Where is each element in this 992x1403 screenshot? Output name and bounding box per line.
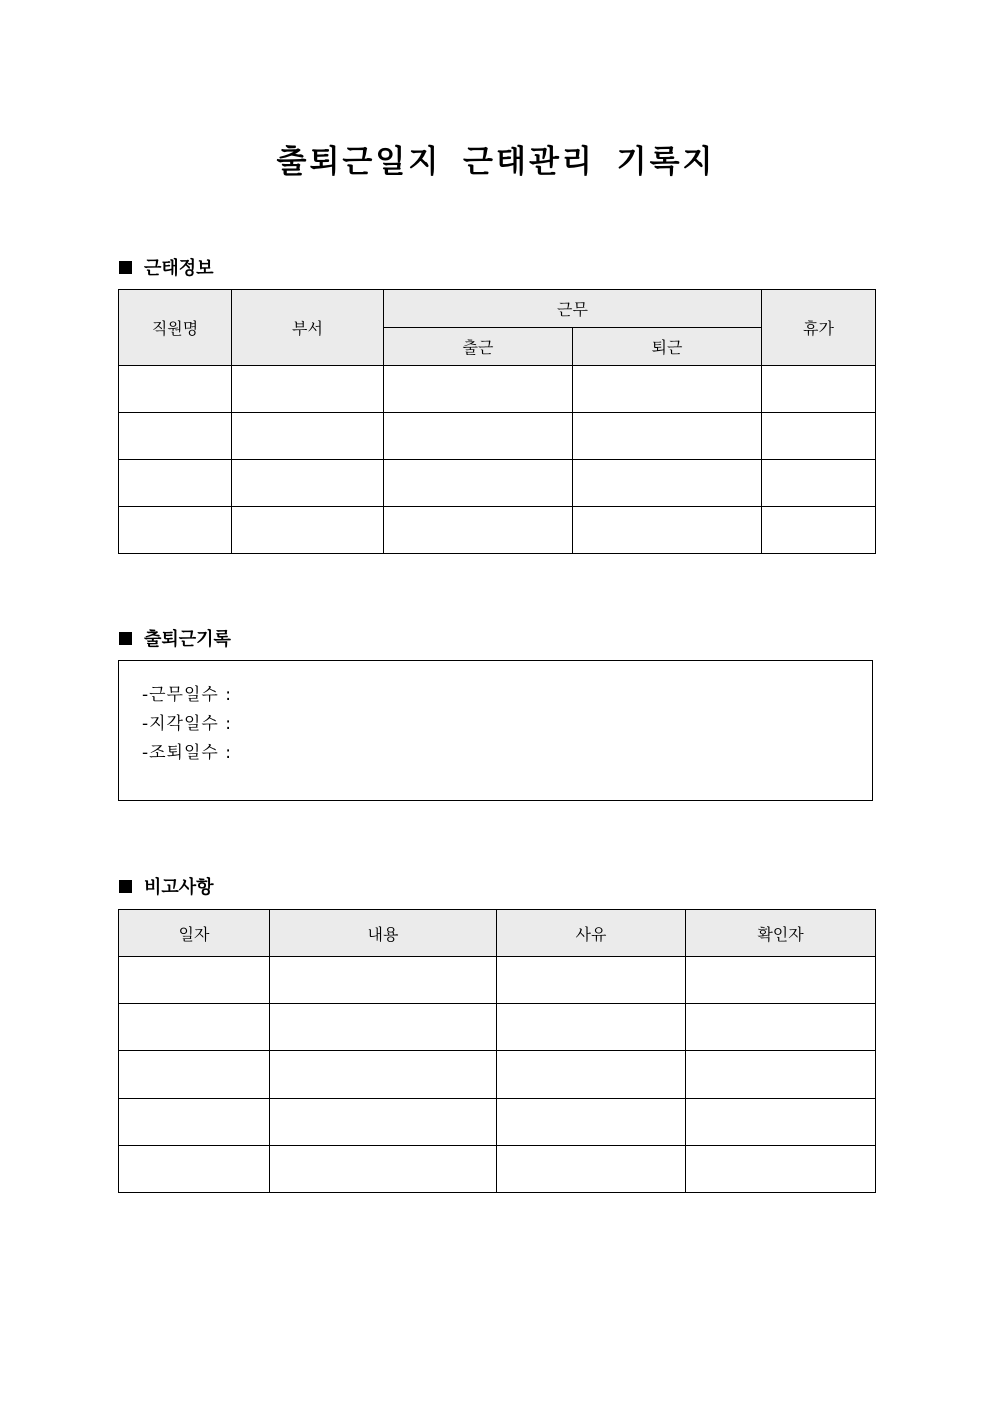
section-heading-attendance	[119, 254, 214, 280]
header-confirmer: 확인자	[686, 910, 876, 957]
commute-record-box[interactable]	[118, 660, 873, 801]
header-leave: 휴가	[762, 290, 876, 366]
table-row	[119, 460, 876, 507]
table-cell[interactable]	[573, 413, 762, 460]
table-cell[interactable]	[119, 957, 270, 1004]
table-cell[interactable]	[119, 1099, 270, 1146]
table-cell[interactable]	[573, 366, 762, 413]
table-row	[119, 957, 876, 1004]
table-cell[interactable]	[119, 507, 232, 554]
table-row	[119, 366, 876, 413]
table-row	[119, 1146, 876, 1193]
header-department: 부서	[232, 290, 384, 366]
remarks-table	[118, 909, 876, 1193]
square-bullet-icon	[119, 261, 132, 274]
table-cell[interactable]	[119, 1146, 270, 1193]
table-row	[119, 1099, 876, 1146]
early-leave-days-line: -조퇴일수 :	[142, 743, 232, 763]
table-cell[interactable]	[497, 957, 686, 1004]
section-heading-label: 출퇴근기록	[144, 629, 231, 650]
square-bullet-icon	[119, 880, 132, 893]
table-cell[interactable]	[119, 460, 232, 507]
header-reason: 사유	[497, 910, 686, 957]
square-bullet-icon	[119, 632, 132, 645]
table-row	[119, 413, 876, 460]
header-employee-name: 직원명	[119, 290, 232, 366]
table-cell[interactable]	[686, 957, 876, 1004]
table-cell[interactable]	[384, 366, 573, 413]
table-cell[interactable]	[270, 1051, 497, 1099]
table-cell[interactable]	[573, 507, 762, 554]
table-cell[interactable]	[232, 507, 384, 554]
header-clock-in: 출근	[384, 328, 573, 366]
table-cell[interactable]	[232, 366, 384, 413]
table-row	[119, 1051, 876, 1099]
section-heading-commute	[119, 625, 231, 651]
work-days-line: -근무일수 :	[142, 685, 232, 705]
section-heading-label: 근태정보	[144, 258, 214, 279]
table-cell[interactable]	[686, 1146, 876, 1193]
table-cell[interactable]	[384, 460, 573, 507]
table-row	[119, 1004, 876, 1051]
table-cell[interactable]	[573, 460, 762, 507]
table-cell[interactable]	[119, 1051, 270, 1099]
section-heading-remarks	[119, 873, 214, 899]
table-cell[interactable]	[762, 507, 876, 554]
table-cell[interactable]	[497, 1051, 686, 1099]
table-cell[interactable]	[762, 413, 876, 460]
table-cell[interactable]	[119, 1004, 270, 1051]
table-cell[interactable]	[232, 460, 384, 507]
header-clock-out: 퇴근	[573, 328, 762, 366]
table-cell[interactable]	[686, 1099, 876, 1146]
table-cell[interactable]	[762, 366, 876, 413]
table-cell[interactable]	[686, 1004, 876, 1051]
table-cell[interactable]	[762, 460, 876, 507]
table-cell[interactable]	[497, 1004, 686, 1051]
section-heading-label: 비고사항	[144, 877, 214, 898]
page-title: 출퇴근일지 근태관리 기록지	[276, 144, 716, 180]
table-cell[interactable]	[384, 413, 573, 460]
table-cell[interactable]	[497, 1099, 686, 1146]
table-cell[interactable]	[270, 1004, 497, 1051]
table-cell[interactable]	[686, 1051, 876, 1099]
table-cell[interactable]	[270, 1146, 497, 1193]
attendance-table	[118, 289, 876, 554]
table-cell[interactable]	[270, 1099, 497, 1146]
table-cell[interactable]	[384, 507, 573, 554]
header-date: 일자	[119, 910, 270, 957]
header-work: 근무	[384, 290, 762, 328]
table-cell[interactable]	[270, 957, 497, 1004]
table-row	[119, 507, 876, 554]
late-days-line: -지각일수 :	[142, 714, 232, 734]
table-cell[interactable]	[497, 1146, 686, 1193]
table-cell[interactable]	[232, 413, 384, 460]
table-cell[interactable]	[119, 413, 232, 460]
table-cell[interactable]	[119, 366, 232, 413]
header-content: 내용	[270, 910, 497, 957]
